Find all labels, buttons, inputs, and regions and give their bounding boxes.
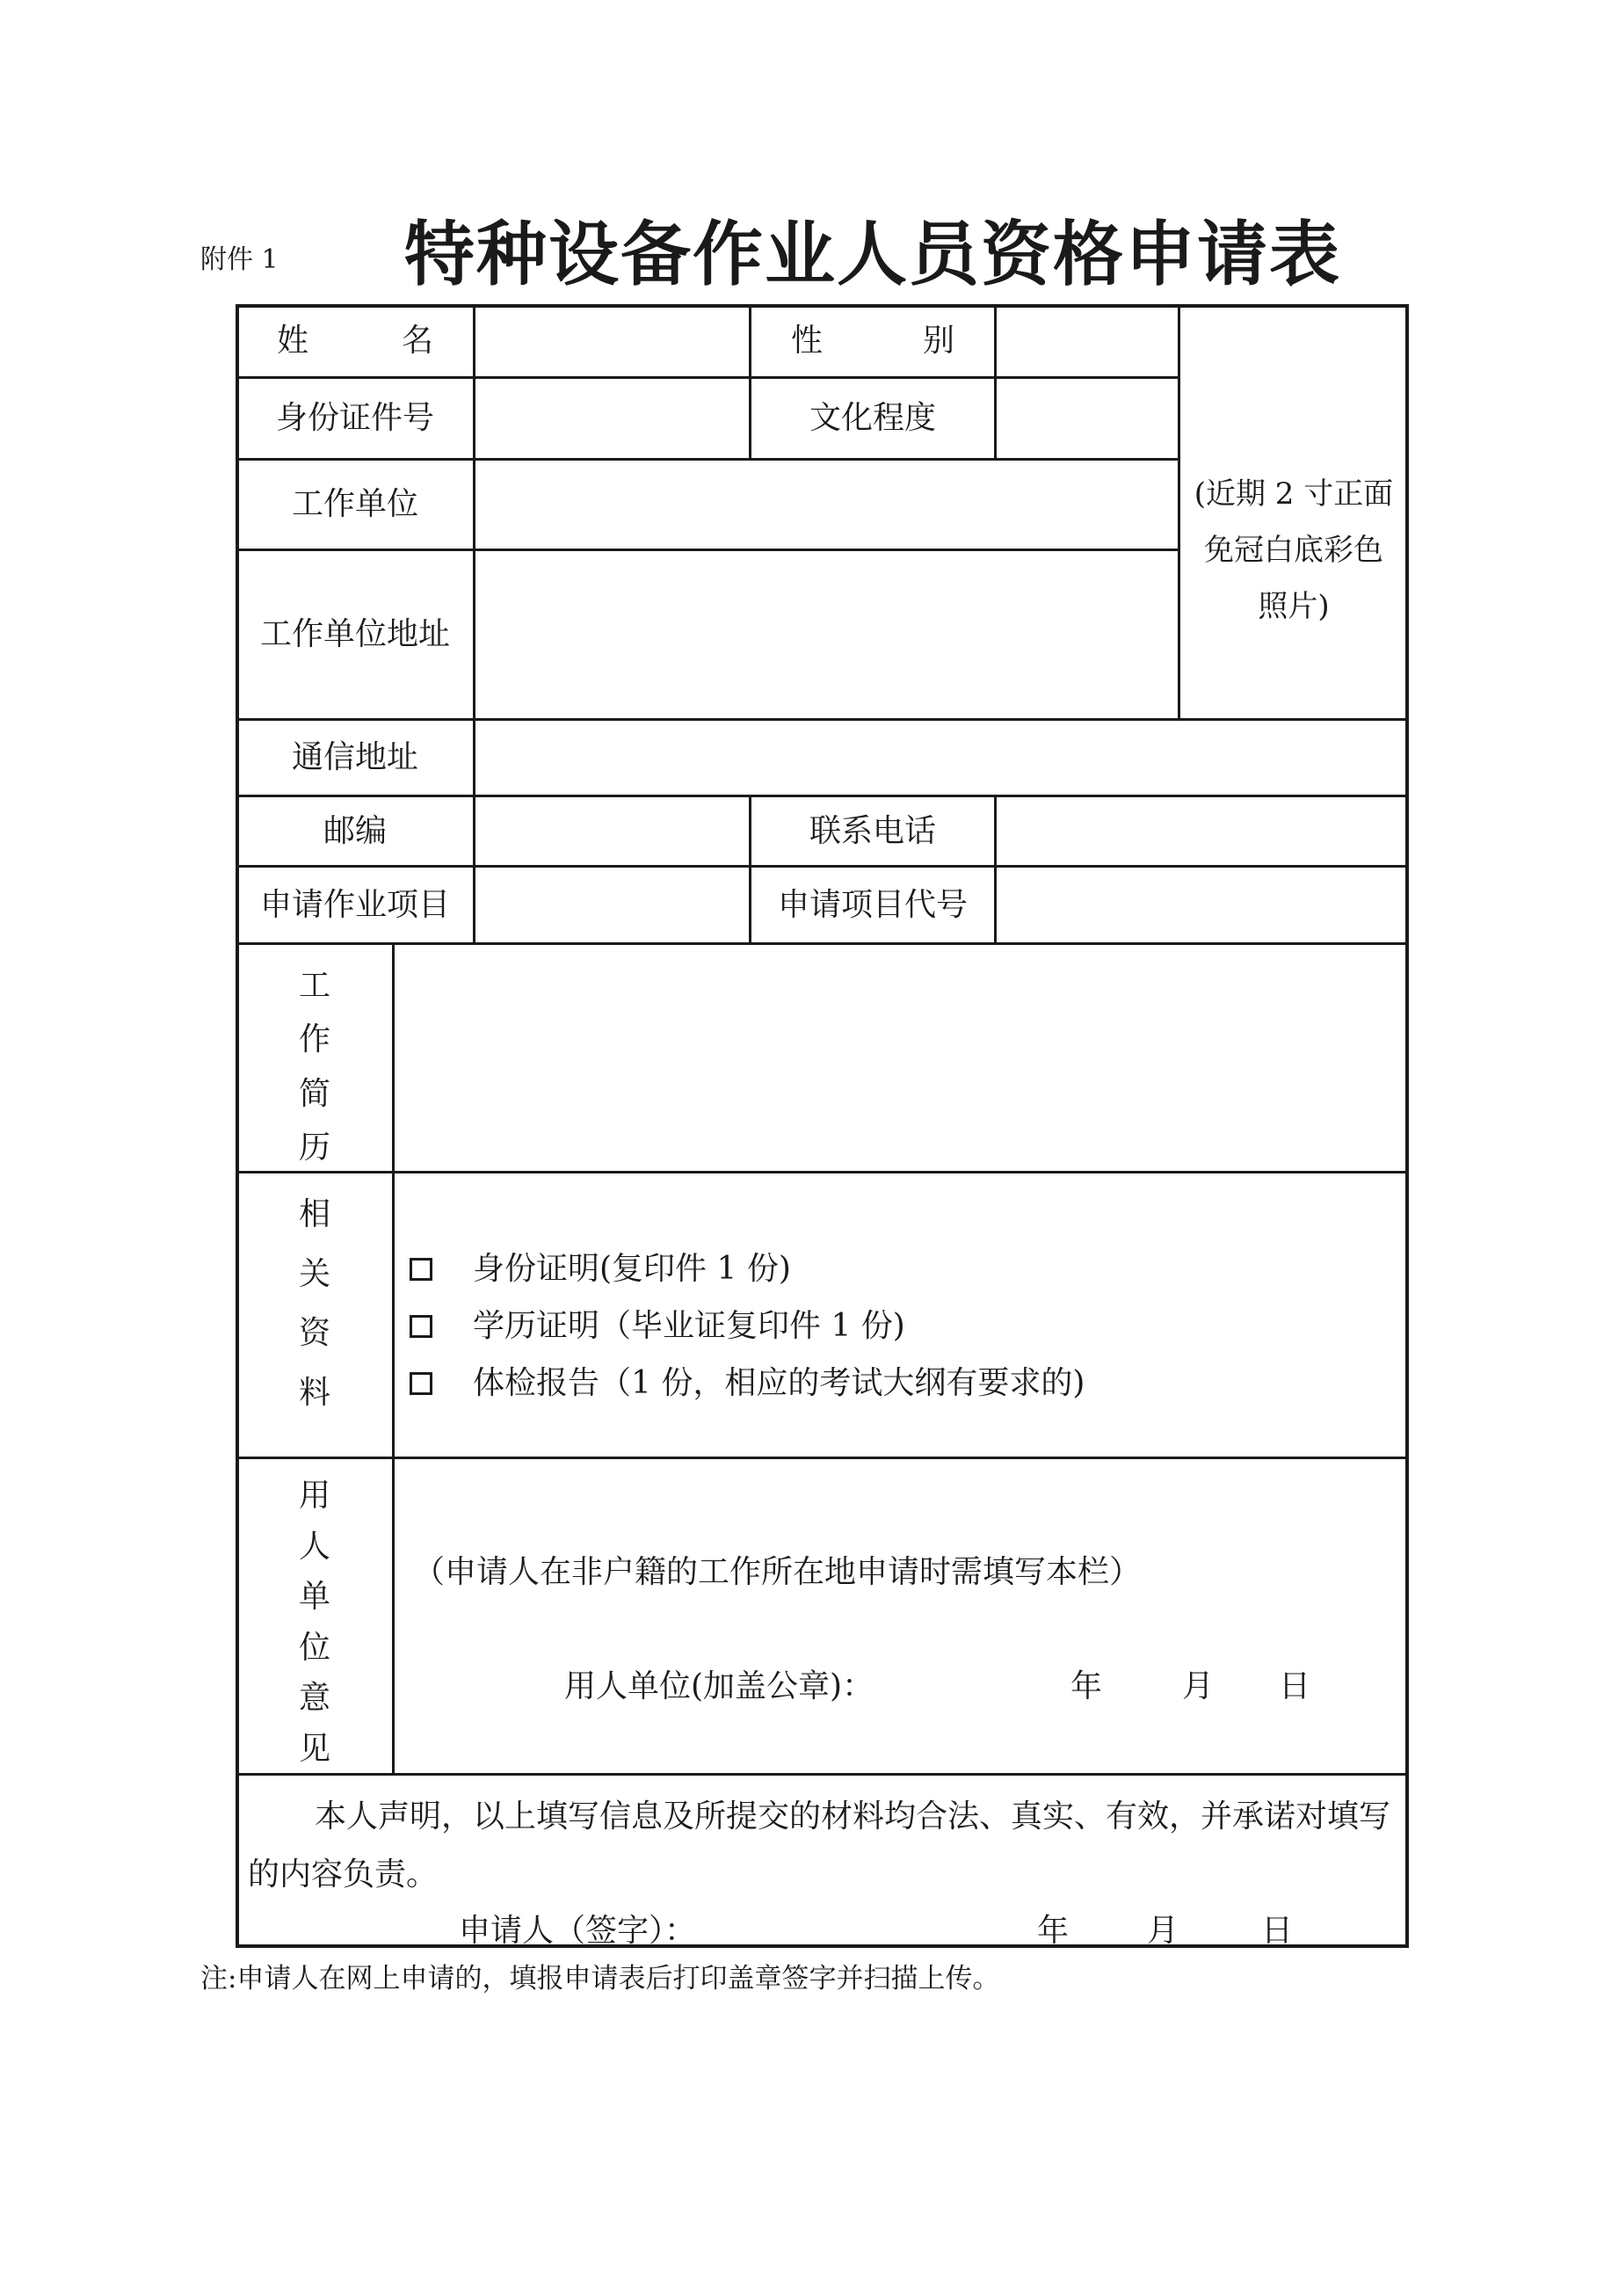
work-history-field[interactable] (395, 945, 1407, 1171)
year-label: 年 (1070, 1668, 1103, 1704)
declaration-line-1: 本人声明，以上填写信息及所提交的材料均合法、真实、有效，并承诺对填写 (315, 1798, 1391, 1835)
mailing-address-field[interactable] (475, 721, 1407, 795)
material-item[interactable]: 体检报告（1 份，相应的考试大纲有要求的) (410, 1355, 1085, 1412)
rule (236, 1171, 1409, 1173)
mailing-address-label: 通信地址 (291, 739, 418, 776)
employer-label: 工作单位 (291, 486, 418, 523)
rule (236, 1773, 1409, 1776)
name-label: 姓 名 (277, 323, 433, 360)
materials-label: 相 关 资 料 (298, 1196, 330, 1411)
day-label: 日 (1279, 1668, 1311, 1704)
gender-label: 性 别 (791, 323, 954, 360)
postcode-label: 邮编 (323, 812, 387, 849)
declaration-line-2: 的内容负责。 (248, 1856, 439, 1893)
checkbox[interactable] (410, 1258, 432, 1281)
work-history-label: 工 作 简 历 (298, 968, 330, 1166)
year-label: 年 (1037, 1913, 1070, 1949)
employer-opinion-note: （申请人在非户籍的工作所在地申请时需填写本栏） (413, 1554, 1142, 1590)
apply-item-field[interactable] (475, 868, 749, 942)
employer-seal-label: 用人单位(加盖公章)： (564, 1668, 874, 1704)
employer-opinion-label: 用 人 单 位 意 见 (298, 1478, 330, 1767)
phone-field[interactable] (997, 797, 1407, 865)
attachment-label: 附件 1 (200, 244, 279, 275)
employer-field[interactable] (475, 461, 1178, 549)
applicant-sign-label: 申请人（签字）： (459, 1913, 697, 1949)
apply-code-label: 申请项目代号 (777, 886, 968, 923)
material-item[interactable]: 学历证明（毕业证复印件 1 份) (410, 1297, 1085, 1355)
apply-item-label: 申请作业项目 (259, 886, 450, 923)
footer-note: 注:申请人在网上申请的，填报申请表后打印盖章签字并扫描上传。 (200, 1963, 1000, 1994)
gender-field[interactable] (997, 306, 1178, 376)
month-label: 月 (1147, 1913, 1179, 1949)
phone-label: 联系电话 (809, 812, 936, 849)
rule (236, 1457, 1409, 1459)
apply-code-field[interactable] (997, 868, 1407, 942)
id-number-field[interactable] (475, 379, 749, 458)
name-field[interactable] (475, 306, 749, 376)
education-label: 文化程度 (809, 400, 936, 437)
id-number-label: 身份证件号 (275, 400, 434, 437)
materials-checklist (410, 1240, 1085, 1412)
employer-address-label: 工作单位地址 (259, 616, 450, 653)
checkbox[interactable] (410, 1315, 432, 1338)
form-title: 特种设备作业人员资格申请表 (404, 214, 1341, 295)
checkbox[interactable] (410, 1372, 432, 1395)
photo-placeholder[interactable]: (近期 2 寸正面 免冠白底彩色 照片) (1194, 476, 1394, 624)
day-label: 日 (1261, 1913, 1294, 1949)
employer-address-field[interactable] (475, 551, 1178, 718)
material-item[interactable]: 身份证明(复印件 1 份) (410, 1240, 1085, 1297)
month-label: 月 (1182, 1668, 1215, 1704)
education-field[interactable] (997, 379, 1178, 458)
postcode-field[interactable] (475, 797, 749, 865)
